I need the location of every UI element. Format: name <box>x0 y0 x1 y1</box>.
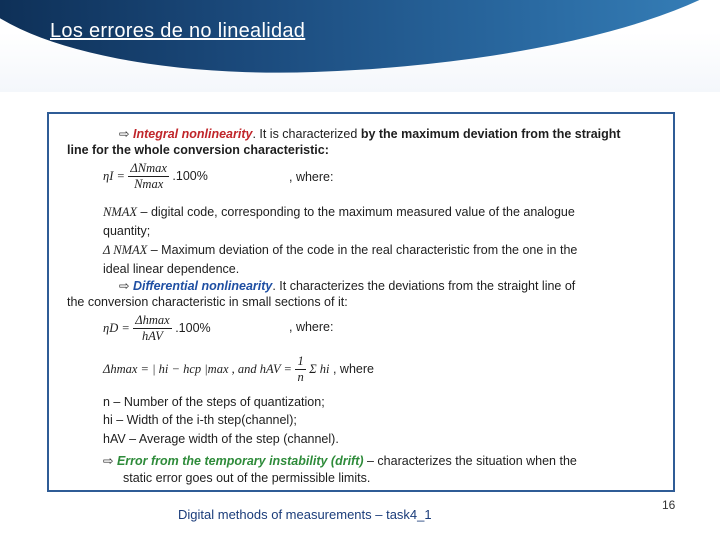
equation-integral <box>103 161 208 192</box>
dnmax-text: – Maximum deviation of the code in the real characteristic from the one in the <box>150 243 578 257</box>
eq3-where: , where <box>332 361 374 376</box>
integral-line <box>119 126 621 141</box>
slide-footer: Digital methods of measurements – task4_1 <box>178 507 432 522</box>
definition-hav: hAV – Average width of the step (channel). <box>103 432 339 446</box>
integral-text-b: by the maximum deviation from the straight <box>360 127 621 141</box>
eq1-den: Nmax <box>134 177 164 191</box>
dnmax-text2: ideal linear dependence. <box>103 262 240 276</box>
eq3-a: Δhmax = | hi − hcp |max , and hAV = <box>103 361 292 376</box>
eq3-num: 1 <box>297 354 304 368</box>
eq2-num: Δhmax <box>135 313 170 327</box>
eq2-where: , where: <box>289 320 334 334</box>
nmax-text2: quantity; <box>103 224 151 238</box>
integral-text-a: . It is characterized <box>252 127 358 141</box>
eq3-den: n <box>297 370 304 384</box>
nmax-text: – digital code, corresponding to the maximum measured value of the analogue <box>140 205 575 219</box>
slide-title: Los errores de no linealidad <box>50 20 306 42</box>
eq2-den: hAV <box>142 329 163 343</box>
eq1-where: , where: <box>289 170 334 184</box>
page-number: 16 <box>662 498 676 512</box>
eq3-fraction <box>295 354 305 385</box>
eq1-lhs: ηI = <box>103 168 125 183</box>
eq3-sum: Σ hi <box>309 361 330 376</box>
eq2-fraction <box>133 313 171 344</box>
arrow-right-icon: ⇨ <box>119 279 130 293</box>
drift-text2: static error goes out of the permissible limits. <box>123 471 371 485</box>
nmax-line <box>103 205 575 220</box>
slide-header <box>0 0 720 92</box>
integral-label: Integral nonlinearity <box>132 127 253 141</box>
definition-hi: hi – Width of the i-th step(channel); <box>103 413 297 427</box>
differential-text2: the conversion characteristic in small sections of it: <box>67 295 348 309</box>
dnmax-symbol: Δ NMAX <box>103 243 148 257</box>
differential-line <box>119 278 575 293</box>
integral-text-c: line for the whole conversion characteristic: <box>67 143 329 157</box>
content-image-frame <box>47 112 675 492</box>
drift-line <box>103 453 577 468</box>
eq1-num: ΔNmax <box>130 161 167 175</box>
eq2-tail: .100% <box>175 320 211 335</box>
arrow-right-icon: ⇨ <box>119 127 130 141</box>
eq1-fraction <box>128 161 169 192</box>
differential-label: Differential nonlinearity <box>132 279 273 293</box>
eq2-lhs: ηD = <box>103 320 130 335</box>
definition-n: n – Number of the steps of quantization; <box>103 395 325 409</box>
equation-differential <box>103 313 211 344</box>
differential-text: . It characterizes the deviations from the straight line of <box>272 279 576 293</box>
drift-label: Error from the temporary instability (drift) <box>116 454 364 468</box>
nmax-symbol: NMAX <box>103 205 138 219</box>
dnmax-line <box>103 243 577 258</box>
equation-average <box>103 354 374 385</box>
drift-text: – characterizes the situation when the <box>363 454 577 468</box>
arrow-right-icon: ⇨ <box>103 454 114 468</box>
eq1-tail: .100% <box>172 168 208 183</box>
